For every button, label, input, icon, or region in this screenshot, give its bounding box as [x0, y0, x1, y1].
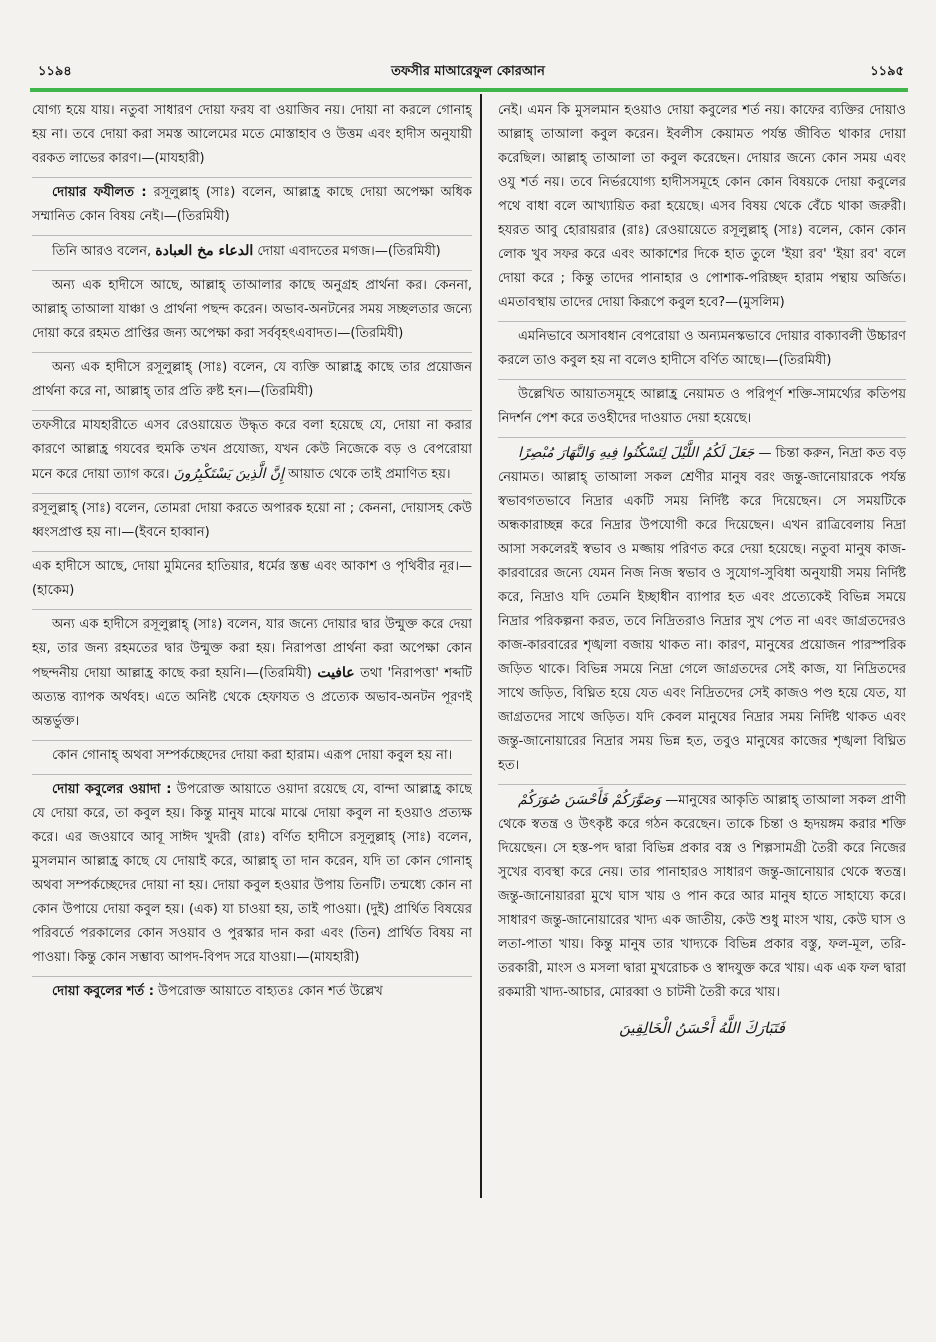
- paragraph-text: উপরোক্ত আয়াতে ওয়াদা রয়েছে যে, বান্দা আল্লাহ্র কাছে যে দোয়া করে, তা কবুল হয়। কিন্তু মানুষ মাঝে মাঝে দোয়া কবুল না হওয়াও প্রত্যক্ষ করে। এর জওয়াবে আবূ সাঈদ খুদরী (রাঃ) বর্ণিত হাদীসে রসূলুল্লাহ্ (সাঃ) বলেন, মুসলমান আল্লাহ্র কাছে যে দোয়াই করে, আল্লাহ্ তা দান করেন, যদি তা কোন গোনাহ্ অথবা সম্পর্কচ্ছেদের দোয়া না হয়। দোয়া কবুল হওয়ার উপায় তিনটি। তন্মধ্যে কোন না কোন উপায়ে দোয়া কবুল হয়। (এক) যা চাওয়া হয়, তাই পাওয়া। (দুই) প্রার্থিত বিষয়ের পরিবর্তে পরকালের কোন সওয়াব ও পুরস্কার দান করা এবং (তিন) প্রার্থিত বিষয় না পাওয়া। কিন্তু কোন সম্ভাব্য আপদ-বিপদ সরে যাওয়া।—(মাযহারী): [32, 782, 472, 965]
- arabic-quote: إِنَّ الَّذِينَ يَسْتَكْبِرُونَ: [173, 466, 285, 482]
- paragraph-text: —মানুষের আকৃতি আল্লাহ্ তাআলা সকল প্রাণী থেকে স্বতন্ত্র ও উৎকৃষ্ট করে গঠন করেছেন। তাকে চিন্তা ও হৃদয়ঙ্গম করার শক্তি দিয়েছেন। সে হস্ত-পদ দ্বারা বিভিন্ন প্রকার বস্ত্র ও শিল্পসামগ্রী তৈরী করে নিজের সুখের ব্যবস্থা করে নেয়। তার পানাহারও সাধারণ জন্তু-জানোয়ার থেকে স্বতন্ত্র। জন্তু-জানোয়াররা মুখে ঘাস খায় ও পান করে আর মানুষ হাতে সাহায্যে করে। সাধারণ জন্তু-জানোয়ারের খাদ্য এক জাতীয়, কেউ শুধু মাংস খায়, কেউ ঘাস ও লতা-পাতা খায়। কিন্তু মানুষ তার খাদ্যকে বিভিন্ন প্রকার বস্তু, ফল-মূল, তরি-তরকারী, মাংস ও মসলা দ্বারা মুখরোচক ও স্বাদযুক্ত করে খায়। এক এক ফল দ্বারা রকমারী খাদ্য-আচার, মোরব্বা ও চাটনী তৈরী করে খায়।: [498, 793, 906, 1000]
- section-heading: দোয়ার ফযীলত :: [52, 185, 147, 200]
- paragraph: [498, 438, 906, 785]
- paragraph: কোন গোনাহ্ অথবা সম্পর্কচ্ছেদের দোয়া করা হারাম। এরূপ দোয়া কবুল হয় না।: [32, 741, 472, 775]
- paragraph: অন্য এক হাদীসে রসূলুল্লাহ্ (সাঃ) বলেন, যে ব্যক্তি আল্লাহ্র কাছে তার প্রয়োজন প্রার্থনা করে না, আল্লাহ্ তার প্রতি রুষ্ট হন।—(তিরমিযী): [32, 353, 472, 411]
- section-heading: দোয়া কবুলের ওয়াদা :: [52, 782, 172, 797]
- arabic-closing-verse: فَتَبَارَكَ اللَّهُ أَحْسَنُ الْخَالِقِينَ: [619, 1019, 785, 1037]
- section-heading: দোয়া কবুলের শর্ত :: [52, 984, 154, 999]
- arabic-quote: الدعاء مخ العبادة: [155, 243, 254, 259]
- right-column: [498, 96, 906, 1196]
- header-rule: [30, 88, 908, 92]
- paragraph: উল্লেখিত আয়াতসমূহে আল্লাহ্র নেয়ামত ও পরিপূর্ণ শক্তি-সামর্থ্যের কতিপয় নিদর্শন পেশ করে তওহীদের দাওয়াত দেয়া হয়েছে।: [498, 380, 906, 438]
- paragraph-text: দোয়া এবাদতের মগজ।—(তিরমিযী): [253, 244, 441, 259]
- paragraph-text: অন্য এক হাদীসে রসূলুল্লাহ্ (সাঃ) বলেন, যার জন্যে দোয়ার দ্বার উন্মুক্ত করে দেয়া হয়, তার জন্য রহমতের দ্বার উন্মুক্ত করা হয়। নিরাপত্তা প্রার্থনা করা অপেক্ষা কোন পছন্দনীয় দোয়া আল্লাহ্র কাছে করা হয়নি।—(তিরমিযী): [32, 617, 472, 681]
- paragraph-text: উপরোক্ত আয়াতে বাহ্যতঃ কোন শর্ত উল্লেখ: [153, 984, 383, 999]
- paragraph-text: আয়াত থেকে তাই প্রমাণিত হয়।: [284, 467, 451, 482]
- paragraph: [32, 775, 472, 977]
- paragraph: [498, 785, 906, 1011]
- running-title: তফসীর মাআরেফুল কোরআন: [391, 64, 545, 79]
- paragraph: [32, 977, 472, 1010]
- page-number-left: ১১৯৪: [38, 64, 72, 79]
- arabic-quote: وَصَوَّرَكُمْ فَأَحْسَنَ صُوَرَكُمْ: [518, 792, 661, 808]
- paragraph: [32, 236, 472, 271]
- arabic-quote: جَعَلَ لَكُمُ اللَّيْلَ لِتَسْكُنُوا فِيهِ وَالنَّهَارَ مُبْصِرًا: [518, 445, 755, 461]
- paragraph: এক হাদীসে আছে, দোয়া মুমিনের হাতিয়ার, ধর্মের স্তম্ভ এবং আকাশ ও পৃথিবীর নূর।—(হাকেম): [32, 552, 472, 610]
- arabic-quote: عافيت: [317, 665, 355, 681]
- paragraph: নেই। এমন কি মুসলমান হওয়াও দোয়া কবুলের শর্ত নয়। কাফের ব্যক্তির দোয়াও আল্লাহ্ তাআলা কবুল করেন। ইবলীস কেয়ামত পর্যন্ত জীবিত থাকার দোয়া করেছিল। আল্লাহ্ তাআলা তা কবুল করেছেন। দোয়ার জন্যে কোন সময় এবং ওযু শর্ত নয়। তবে নির্ভরযোগ্য হাদীসসমূহে কোন কোন বিষয়কে দোয়া কবুলের পথে বাধা বলে আখ্যায়িত করা হয়েছে। এসব বিষয় থেকে বেঁচে থাকা জরুরী। হযরত আবু হোরায়রার (রাঃ) রেওয়ায়েতে রসূলুল্লাহ্ (সাঃ) বলেন, কোন কোন লোক খুব সফর করে এবং আকাশের দিকে হাত তুলে 'ইয়া রব' 'ইয়া রব' বলে দোয়া করে ; কিন্তু তাদের পানাহার ও পোশাক-পরিচ্ছদ হারাম পন্থায় অর্জিত। এমতাবস্থায় তাদের দোয়া কিরূপে কবুল হবে?—(মুসলিম): [498, 96, 906, 322]
- paragraph: [32, 178, 472, 236]
- paragraph: রসূলুল্লাহ্ (সাঃ) বলেন, তোমরা দোয়া করতে অপারক হয়ো না ; কেননা, দোয়াসহ কেউ ধ্বংসপ্রাপ্ত হয় না।—(ইবনে হাব্বান): [32, 494, 472, 552]
- paragraph: [32, 411, 472, 494]
- paragraph-text: — চিন্তা করুন, নিদ্রা কত বড় নেয়ামত। আল্লাহ্ তাআলা সকল শ্রেণীর মানুষ বরং জন্তু-জানোয়ারকে পর্যন্ত স্বভাবগতভাবে নিদ্রার একটি সময় নির্দিষ্ট করে দিয়েছেন। সে সময়টিকে অন্ধকারাচ্ছন্ন করে নিদ্রার উপযোগী করে দিয়েছেন। এখন রাত্রিবেলায় নিদ্রা আসা সকলেরই স্বভাব ও মজ্জায় পরিণত করে দেয়া হয়েছে। নতুবা মানুষ কাজ-কারবারের জন্যে যেমন নিজ নিজ স্বভাব ও সুযোগ-সুবিধা অনুযায়ী সময় নির্দিষ্ট করে, নিদ্রাও যদি তেমনি ইচ্ছাধীন ব্যাপার হত এবং প্রত্যেকেই বিভিন্ন সময়ে নিদ্রার পরিকল্পনা করত, তবে নিদ্রিতরাও নিদ্রার সুখ পেত না এবং জাগ্রতদেরও কাজ-কারবারের শৃঙ্খলা বজায় থাকত না। কারণ, মানুষের প্রয়োজন পারস্পরিক জড়িত থাকে। বিভিন্ন সময়ে নিদ্রা গেলে জাগ্রতদের সেই কাজ, যা নিদ্রিতদের সাথে জড়িত, বিঘ্নিত হয়ে যেত এবং নিদ্রিতদের সেই কাজও পণ্ড হয়ে যেত, যা জাগ্রতদের সাথে জড়িত। যদি কেবল মানুষের নিদ্রার সময় নির্দিষ্ট থাকত এবং জন্তু-জানোয়ারের নিদ্রার সময় ভিন্ন হত, তবুও মানুষের কাজের শৃঙ্খলা বিঘ্নিত হত।: [498, 446, 906, 773]
- left-column: [32, 96, 472, 1196]
- paragraph: এমনিভাবে অসাবধান বেপরোয়া ও অন্যমনস্কভাবে দোয়ার বাক্যাবলী উচ্চারণ করলে তাও কবুল হয় না বলেও হাদীসে বর্ণিত আছে।—(তিরমিযী): [498, 322, 906, 380]
- paragraph: [32, 610, 472, 741]
- paragraph-text: তিনি আরও বলেন,: [52, 244, 156, 259]
- page-number-right: ১১৯৫: [870, 64, 904, 79]
- paragraph-text: তথা 'নিরাপত্তা' শব্দটি অত্যন্ত ব্যাপক অর্থবহ। এতে অনিষ্ট থেকে হেফাযত ও প্রত্যেক অভাব-অনটন পূরণই অন্তর্ভুক্ত।: [32, 666, 472, 729]
- paragraph-text: রসূলুল্লাহ্ (সাঃ) বলেন, আল্লাহ্র কাছে দোয়া অপেক্ষা অধিক সম্মানিত কোন বিষয় নেই।—(তিরমিযী): [32, 185, 472, 224]
- paragraph: অন্য এক হাদীসে আছে, আল্লাহ্ তাআলার কাছে অনুগ্রহ প্রার্থনা কর। কেননা, আল্লাহ্ তাআলা যাঞ্চা ও প্রার্থনা পছন্দ করেন। অভাব-অনটনের সময় সচ্ছলতার জন্যে দোয়া করে রহমত প্রাপ্তির জন্য অপেক্ষা করা সর্ববৃহৎএবাদত।—(তিরমিযী): [32, 271, 472, 353]
- paragraph: যোগ্য হয়ে যায়। নতুবা সাধারণ দোয়া ফরয বা ওয়াজিব নয়। দোয়া না করলে গোনাহ্ হয় না। তবে দোয়া করা সমস্ত আলেমের মতে মোস্তাহাব ও উত্তম এবং হাদীস অনুযায়ী বরকত লাভের কারণ।—(মাযহারী): [32, 96, 472, 178]
- paragraph-text: তফসীরে মাযহারীতে এসব রেওয়ায়েত উদ্ধৃত করে বলা হয়েছে যে, দোয়া না করার কারণে আল্লাহ্র গযবের হুমকি তখন প্রযোজ্য, যখন কেউ নিজেকে বড় ও বেপরোয়া মনে করে দোয়া ত্যাগ করে।: [32, 418, 472, 482]
- column-divider: [480, 94, 482, 1198]
- page-header: [30, 62, 906, 86]
